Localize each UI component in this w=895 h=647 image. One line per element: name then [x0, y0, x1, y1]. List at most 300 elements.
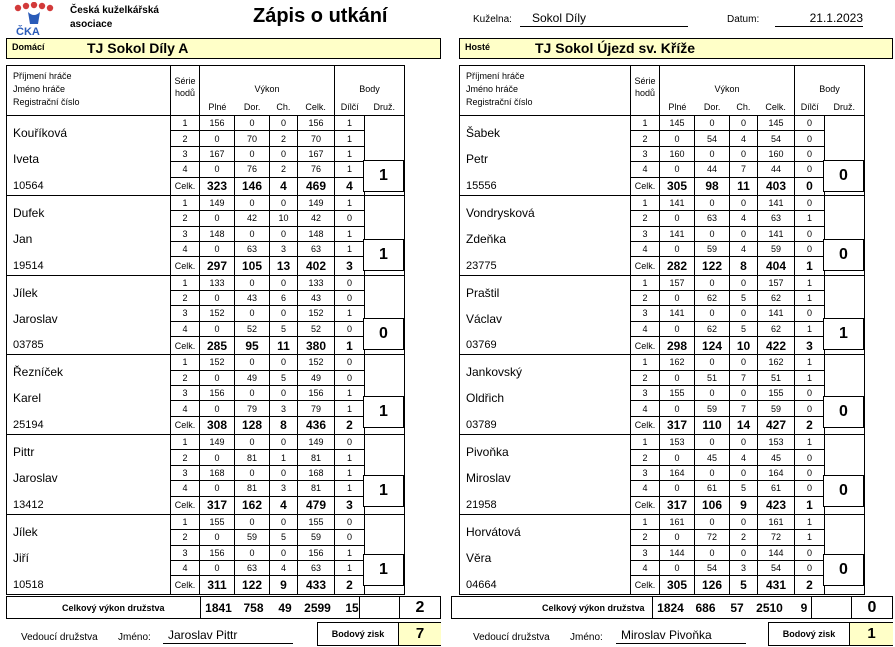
- cell-ch[interactable]: 0: [730, 116, 758, 131]
- cell-dor[interactable]: 61: [695, 481, 730, 496]
- cell-dilci[interactable]: 1: [795, 321, 825, 336]
- date-field[interactable]: 21.1.2023: [775, 11, 863, 27]
- cell-plne[interactable]: 0: [200, 481, 235, 496]
- cell-dilci[interactable]: 0: [795, 116, 825, 131]
- cell-ch[interactable]: 1: [270, 450, 298, 465]
- cell-dor[interactable]: 0: [695, 386, 730, 401]
- cell-dor[interactable]: 0: [695, 226, 730, 241]
- cell-dor[interactable]: 76: [235, 162, 270, 177]
- cell-plne[interactable]: 155: [660, 386, 695, 401]
- cell-ch[interactable]: 0: [730, 435, 758, 450]
- alley-field[interactable]: Sokol Díly: [520, 11, 688, 27]
- cell-plne[interactable]: 0: [200, 450, 235, 465]
- cell-dor[interactable]: 0: [695, 545, 730, 560]
- cell-ch[interactable]: 5: [730, 481, 758, 496]
- cell-ch[interactable]: 0: [730, 545, 758, 560]
- cell-plne[interactable]: 141: [660, 226, 695, 241]
- cell-dilci[interactable]: 1: [335, 162, 365, 177]
- cell-plne[interactable]: 0: [660, 370, 695, 385]
- cell-plne[interactable]: 133: [200, 275, 235, 290]
- cell-ch[interactable]: 0: [270, 355, 298, 370]
- cell-ch[interactable]: 5: [270, 321, 298, 336]
- cell-dilci[interactable]: 0: [795, 195, 825, 210]
- cell-dor[interactable]: 0: [695, 306, 730, 321]
- cell-ch[interactable]: 3: [270, 481, 298, 496]
- cell-dor[interactable]: 0: [695, 465, 730, 480]
- cell-celk[interactable]: 141: [758, 226, 795, 241]
- player-reg-number[interactable]: 15556: [460, 177, 631, 195]
- cell-ch[interactable]: 4: [270, 560, 298, 575]
- cell-plne[interactable]: 157: [660, 275, 695, 290]
- cell-celk[interactable]: 63: [298, 560, 335, 575]
- cell-dor[interactable]: 0: [235, 545, 270, 560]
- cell-plne[interactable]: 0: [660, 321, 695, 336]
- cell-dilci[interactable]: 1: [335, 131, 365, 146]
- cell-dor[interactable]: 51: [695, 370, 730, 385]
- cell-dor[interactable]: 0: [695, 146, 730, 161]
- cell-celk[interactable]: 156: [298, 545, 335, 560]
- cell-celk[interactable]: 168: [298, 465, 335, 480]
- cell-dilci[interactable]: 0: [335, 514, 365, 529]
- cell-dilci[interactable]: 1: [795, 530, 825, 545]
- player-surname[interactable]: Dufek: [13, 205, 45, 220]
- cell-dor[interactable]: 44: [695, 162, 730, 177]
- player-firstname[interactable]: Věra: [466, 550, 492, 565]
- cell-dor[interactable]: 0: [695, 355, 730, 370]
- cell-plne[interactable]: 0: [660, 481, 695, 496]
- player-firstname[interactable]: Jaroslav: [13, 311, 58, 326]
- cell-dilci[interactable]: 1: [335, 195, 365, 210]
- cell-plne[interactable]: 144: [660, 545, 695, 560]
- cell-ch[interactable]: 0: [270, 386, 298, 401]
- player-surname[interactable]: Jílek: [13, 285, 38, 300]
- player-reg-number[interactable]: 25194: [7, 416, 171, 434]
- home-team-name[interactable]: TJ Sokol Díly A: [87, 40, 189, 56]
- cell-plne[interactable]: 0: [200, 241, 235, 256]
- cell-ch[interactable]: 0: [270, 195, 298, 210]
- cell-ch[interactable]: 7: [730, 370, 758, 385]
- cell-dor[interactable]: 63: [235, 241, 270, 256]
- cell-dor[interactable]: 79: [235, 401, 270, 416]
- cell-dor[interactable]: 0: [235, 116, 270, 131]
- cell-plne[interactable]: 167: [200, 146, 235, 161]
- player-firstname[interactable]: Karel: [13, 391, 42, 406]
- cell-plne[interactable]: 152: [200, 355, 235, 370]
- cell-dor[interactable]: 0: [235, 195, 270, 210]
- cell-dilci[interactable]: 0: [795, 146, 825, 161]
- cell-ch[interactable]: 3: [270, 241, 298, 256]
- cell-series: 2: [631, 211, 660, 226]
- cell-plne[interactable]: 156: [200, 545, 235, 560]
- cell-celk[interactable]: 52: [298, 321, 335, 336]
- player-surname[interactable]: Vondrysková: [466, 205, 535, 220]
- cell-dilci[interactable]: 0: [335, 211, 365, 226]
- cell-celk[interactable]: 157: [758, 275, 795, 290]
- cell-plne[interactable]: 0: [200, 401, 235, 416]
- cell-ch[interactable]: 0: [730, 386, 758, 401]
- player-surname[interactable]: Řezníček: [13, 365, 64, 380]
- away-captain-field[interactable]: Miroslav Pivoňka: [616, 628, 746, 644]
- cell-plne[interactable]: 0: [660, 530, 695, 545]
- cell-plne[interactable]: 0: [200, 370, 235, 385]
- cell-plne[interactable]: 149: [200, 195, 235, 210]
- cell-ch[interactable]: 5: [270, 530, 298, 545]
- cell-dilci[interactable]: 1: [795, 290, 825, 305]
- cell-celk[interactable]: 164: [758, 465, 795, 480]
- player-surname[interactable]: Kouříková: [13, 126, 68, 140]
- cell-celk[interactable]: 133: [298, 275, 335, 290]
- cell-dilci[interactable]: 0: [335, 275, 365, 290]
- cell-celk[interactable]: 72: [758, 530, 795, 545]
- cell-celk[interactable]: 76: [298, 162, 335, 177]
- cell-ch[interactable]: 0: [270, 514, 298, 529]
- cell-ch[interactable]: 4: [730, 131, 758, 146]
- cell-ch[interactable]: 0: [270, 306, 298, 321]
- cell-plne[interactable]: 0: [200, 321, 235, 336]
- cell-dor[interactable]: 62: [695, 321, 730, 336]
- cell-dilci[interactable]: 1: [335, 241, 365, 256]
- player-firstname[interactable]: Jiří: [13, 550, 29, 565]
- cell-celk[interactable]: 160: [758, 146, 795, 161]
- cell-celk[interactable]: 141: [758, 195, 795, 210]
- cell-celk[interactable]: 63: [298, 241, 335, 256]
- cell-dilci[interactable]: 0: [335, 290, 365, 305]
- cell-celk[interactable]: 155: [298, 514, 335, 529]
- cell-dilci[interactable]: 0: [795, 386, 825, 401]
- cell-celk[interactable]: 141: [758, 306, 795, 321]
- cell-dilci[interactable]: 1: [795, 211, 825, 226]
- cell-ch[interactable]: 0: [730, 226, 758, 241]
- cell-ch[interactable]: 0: [730, 465, 758, 480]
- cell-dor[interactable]: 62: [695, 290, 730, 305]
- cell-dilci[interactable]: 0: [335, 370, 365, 385]
- player-reg-number[interactable]: 03785: [7, 337, 171, 355]
- cell-dor[interactable]: 0: [235, 226, 270, 241]
- cell-celk[interactable]: 153: [758, 435, 795, 450]
- cell-plne[interactable]: 156: [200, 116, 235, 131]
- cell-dilci[interactable]: 0: [795, 131, 825, 146]
- cell-series: 2: [171, 290, 200, 305]
- cell-ch[interactable]: 7: [730, 401, 758, 416]
- cell-dor[interactable]: 72: [695, 530, 730, 545]
- cell-dor[interactable]: 59: [235, 530, 270, 545]
- cell-celk[interactable]: 62: [758, 290, 795, 305]
- cell-celk[interactable]: 59: [758, 401, 795, 416]
- cell-celk[interactable]: 148: [298, 226, 335, 241]
- cell-dor[interactable]: 63: [695, 211, 730, 226]
- away-label: Hosté: [465, 42, 491, 52]
- cell-dilci[interactable]: 1: [335, 386, 365, 401]
- cell-dilci[interactable]: 1: [335, 450, 365, 465]
- cell-plne[interactable]: 0: [660, 241, 695, 256]
- cell-dor[interactable]: 0: [235, 386, 270, 401]
- cell-plne[interactable]: 0: [200, 290, 235, 305]
- cell-dilci[interactable]: 0: [335, 435, 365, 450]
- cell-ch[interactable]: 0: [270, 275, 298, 290]
- cell-dilci[interactable]: 0: [795, 241, 825, 256]
- player-firstname[interactable]: Václav: [466, 311, 503, 326]
- cell-celk[interactable]: 59: [758, 241, 795, 256]
- cell-dilci[interactable]: 1: [335, 401, 365, 416]
- cell-celk[interactable]: 44: [758, 162, 795, 177]
- cell-dilci[interactable]: 1: [795, 275, 825, 290]
- cell-celk[interactable]: 152: [298, 355, 335, 370]
- cell-series: 4: [171, 401, 200, 416]
- cell-celk[interactable]: 61: [758, 481, 795, 496]
- cell-plne[interactable]: 153: [660, 435, 695, 450]
- cell-dilci[interactable]: 0: [795, 481, 825, 496]
- player-surname[interactable]: Pivoňka: [466, 445, 509, 459]
- player-surname[interactable]: Horvátová: [466, 524, 521, 539]
- cell-ch[interactable]: 0: [730, 514, 758, 529]
- cell-dilci[interactable]: 1: [335, 146, 365, 161]
- cell-celk[interactable]: 43: [298, 290, 335, 305]
- cell-dor[interactable]: 52: [235, 321, 270, 336]
- cell-dor[interactable]: 0: [235, 306, 270, 321]
- cell-dilci[interactable]: 1: [335, 465, 365, 480]
- cell-plne[interactable]: 0: [200, 530, 235, 545]
- vykon-col-header: [660, 66, 795, 116]
- cell-plne[interactable]: 0: [200, 131, 235, 146]
- cell-dilci[interactable]: 1: [335, 560, 365, 575]
- cell-dilci[interactable]: 0: [795, 401, 825, 416]
- cell-dor[interactable]: 59: [695, 241, 730, 256]
- cell-dilci[interactable]: 0: [795, 560, 825, 575]
- cell-dor[interactable]: 81: [235, 450, 270, 465]
- cell-celk[interactable]: 70: [298, 131, 335, 146]
- player-surname[interactable]: Jílek: [13, 524, 38, 539]
- cell-ch[interactable]: 4: [730, 241, 758, 256]
- player-reg-number[interactable]: 21958: [460, 496, 631, 514]
- cell-celk[interactable]: 81: [298, 450, 335, 465]
- cell-celk[interactable]: 49: [298, 370, 335, 385]
- cell-celk[interactable]: 62: [758, 321, 795, 336]
- player-firstname[interactable]: Jan: [13, 231, 33, 246]
- total-ch: 4: [270, 496, 298, 514]
- cell-dor[interactable]: 54: [695, 560, 730, 575]
- cell-dilci[interactable]: 0: [795, 162, 825, 177]
- cell-dilci[interactable]: 0: [335, 355, 365, 370]
- cell-ch[interactable]: 0: [270, 465, 298, 480]
- cell-dor[interactable]: 45: [695, 450, 730, 465]
- player-surname[interactable]: Šabek: [466, 126, 501, 140]
- cell-celk[interactable]: 149: [298, 195, 335, 210]
- cell-celk[interactable]: 45: [758, 450, 795, 465]
- cell-dor[interactable]: 0: [695, 275, 730, 290]
- cell-dor[interactable]: 0: [235, 435, 270, 450]
- cell-plne[interactable]: 161: [660, 514, 695, 529]
- player-reg-number[interactable]: 19514: [7, 257, 171, 275]
- cell-plne[interactable]: 0: [660, 162, 695, 177]
- cell-plne[interactable]: 160: [660, 146, 695, 161]
- cell-celk[interactable]: 162: [758, 355, 795, 370]
- cell-dilci[interactable]: 1: [795, 435, 825, 450]
- cell-dilci[interactable]: 1: [335, 226, 365, 241]
- cell-celk[interactable]: 155: [758, 386, 795, 401]
- body-col-header: [795, 66, 865, 116]
- cell-celk[interactable]: 161: [758, 514, 795, 529]
- cell-plne[interactable]: 0: [660, 560, 695, 575]
- cell-dor[interactable]: 70: [235, 131, 270, 146]
- cell-dor[interactable]: 0: [695, 195, 730, 210]
- cell-ch[interactable]: 0: [270, 435, 298, 450]
- cell-series: 1: [631, 355, 660, 370]
- player-reg-number[interactable]: 03789: [460, 416, 631, 434]
- cell-celk[interactable]: 81: [298, 481, 335, 496]
- total-celk: 404: [758, 257, 795, 275]
- player-reg-number[interactable]: 10518: [7, 576, 171, 594]
- cell-dor[interactable]: 0: [695, 435, 730, 450]
- player-surname[interactable]: Pittr: [13, 445, 35, 459]
- cell-dor[interactable]: 54: [695, 131, 730, 146]
- cell-dor[interactable]: 63: [235, 560, 270, 575]
- cell-plne[interactable]: 156: [200, 386, 235, 401]
- cell-celk[interactable]: 54: [758, 131, 795, 146]
- cell-ch[interactable]: 0: [730, 195, 758, 210]
- total-celk: 402: [298, 257, 335, 275]
- away-points-value: 1: [849, 623, 893, 645]
- cell-dilci[interactable]: 0: [795, 450, 825, 465]
- cell-plne[interactable]: 168: [200, 465, 235, 480]
- cell-plne[interactable]: 0: [200, 560, 235, 575]
- cell-ch[interactable]: 5: [270, 370, 298, 385]
- away-team-name[interactable]: TJ Sokol Újezd sv. Kříže: [535, 40, 696, 56]
- cell-dor[interactable]: 0: [695, 116, 730, 131]
- cell-ch[interactable]: 0: [270, 146, 298, 161]
- cell-series: 2: [631, 450, 660, 465]
- cell-dilci[interactable]: 0: [795, 226, 825, 241]
- cell-plne[interactable]: 0: [660, 290, 695, 305]
- cell-ch[interactable]: 5: [730, 321, 758, 336]
- cell-series: 2: [171, 211, 200, 226]
- total-plne: 311: [200, 576, 235, 594]
- cell-ch[interactable]: 0: [730, 275, 758, 290]
- cell-plne[interactable]: 0: [660, 211, 695, 226]
- cell-dilci[interactable]: 1: [795, 355, 825, 370]
- cell-plne[interactable]: 0: [660, 450, 695, 465]
- cell-ch[interactable]: 3: [730, 560, 758, 575]
- cell-dor[interactable]: 0: [235, 275, 270, 290]
- cell-dilci[interactable]: 0: [795, 306, 825, 321]
- cell-ch[interactable]: 0: [730, 306, 758, 321]
- player-firstname[interactable]: Miroslav: [466, 471, 511, 485]
- cell-plne[interactable]: 0: [200, 162, 235, 177]
- cell-celk[interactable]: 145: [758, 116, 795, 131]
- cell-celk[interactable]: 167: [298, 146, 335, 161]
- cell-celk[interactable]: 156: [298, 386, 335, 401]
- cell-plne[interactable]: 0: [660, 401, 695, 416]
- cell-plne[interactable]: 0: [200, 211, 235, 226]
- player-firstname[interactable]: Iveta: [13, 152, 40, 166]
- player-surname[interactable]: Praštil: [466, 285, 500, 300]
- cell-dor[interactable]: 81: [235, 481, 270, 496]
- cell-plne[interactable]: 152: [200, 306, 235, 321]
- cell-plne[interactable]: 141: [660, 306, 695, 321]
- cell-ch[interactable]: 4: [730, 450, 758, 465]
- cell-dor[interactable]: 59: [695, 401, 730, 416]
- cell-ch[interactable]: 4: [730, 211, 758, 226]
- player-reg-number[interactable]: 10564: [7, 177, 171, 195]
- cell-dor[interactable]: 0: [235, 514, 270, 529]
- cell-dilci[interactable]: 1: [335, 116, 365, 131]
- cell-ch[interactable]: 0: [270, 116, 298, 131]
- cell-ch[interactable]: 10: [270, 211, 298, 226]
- player-reg-number[interactable]: 23775: [460, 257, 631, 275]
- cell-plne[interactable]: 141: [660, 195, 695, 210]
- cell-ch[interactable]: 2: [270, 131, 298, 146]
- cell-dilci[interactable]: 1: [795, 370, 825, 385]
- cell-dilci[interactable]: 1: [335, 306, 365, 321]
- cell-ch[interactable]: 3: [270, 401, 298, 416]
- cell-plne[interactable]: 145: [660, 116, 695, 131]
- cell-celk[interactable]: 63: [758, 211, 795, 226]
- cell-dilci[interactable]: 0: [335, 530, 365, 545]
- cell-celk[interactable]: 149: [298, 435, 335, 450]
- cell-dilci[interactable]: 1: [795, 514, 825, 529]
- player-surname[interactable]: Jankovský: [466, 365, 523, 380]
- cell-dilci[interactable]: 0: [795, 545, 825, 560]
- home-captain-field[interactable]: Jaroslav Pittr: [163, 628, 293, 644]
- cell-ch[interactable]: 7: [730, 162, 758, 177]
- cell-celk[interactable]: 59: [298, 530, 335, 545]
- player-firstname[interactable]: Jaroslav: [13, 471, 58, 485]
- cell-celk[interactable]: 54: [758, 560, 795, 575]
- cell-dilci[interactable]: 0: [335, 321, 365, 336]
- cell-dilci[interactable]: 0: [795, 465, 825, 480]
- cell-ch[interactable]: 0: [730, 355, 758, 370]
- cell-dilci[interactable]: 1: [335, 481, 365, 496]
- cell-celk[interactable]: 152: [298, 306, 335, 321]
- cell-celk[interactable]: 156: [298, 116, 335, 131]
- cell-ch[interactable]: 0: [730, 146, 758, 161]
- cell-dor[interactable]: 0: [235, 146, 270, 161]
- player-firstname[interactable]: Petr: [466, 152, 489, 166]
- series-row: [7, 195, 405, 210]
- player-reg-number[interactable]: 04664: [460, 576, 631, 594]
- player-reg-number[interactable]: 13412: [7, 496, 171, 514]
- cell-celk[interactable]: 51: [758, 370, 795, 385]
- cell-plne[interactable]: 164: [660, 465, 695, 480]
- cell-dor[interactable]: 43: [235, 290, 270, 305]
- cell-ch[interactable]: 2: [270, 162, 298, 177]
- cell-plne[interactable]: 155: [200, 514, 235, 529]
- cell-ch[interactable]: 2: [730, 530, 758, 545]
- cell-ch[interactable]: 6: [270, 290, 298, 305]
- cell-ch[interactable]: 5: [730, 290, 758, 305]
- cell-series: 1: [171, 355, 200, 370]
- player-firstname[interactable]: Zdeňka: [466, 231, 507, 246]
- total-dilci: 3: [335, 496, 365, 514]
- cell-ch[interactable]: 0: [270, 226, 298, 241]
- cell-dor[interactable]: 0: [235, 355, 270, 370]
- player-firstname[interactable]: Oldřich: [466, 391, 505, 406]
- cell-plne[interactable]: 162: [660, 355, 695, 370]
- cell-plne[interactable]: 148: [200, 226, 235, 241]
- cell-plne[interactable]: 149: [200, 435, 235, 450]
- cell-dor[interactable]: 0: [695, 514, 730, 529]
- cell-celk[interactable]: 79: [298, 401, 335, 416]
- cell-dor[interactable]: 49: [235, 370, 270, 385]
- cell-dor[interactable]: 42: [235, 211, 270, 226]
- cell-dor[interactable]: 0: [235, 465, 270, 480]
- cell-series: 2: [171, 370, 200, 385]
- cell-celk[interactable]: 144: [758, 545, 795, 560]
- cell-ch[interactable]: 0: [270, 545, 298, 560]
- cell-dilci[interactable]: 1: [335, 545, 365, 560]
- player-reg-number[interactable]: 03769: [460, 337, 631, 355]
- cell-plne[interactable]: 0: [660, 131, 695, 146]
- cell-celk[interactable]: 42: [298, 211, 335, 226]
